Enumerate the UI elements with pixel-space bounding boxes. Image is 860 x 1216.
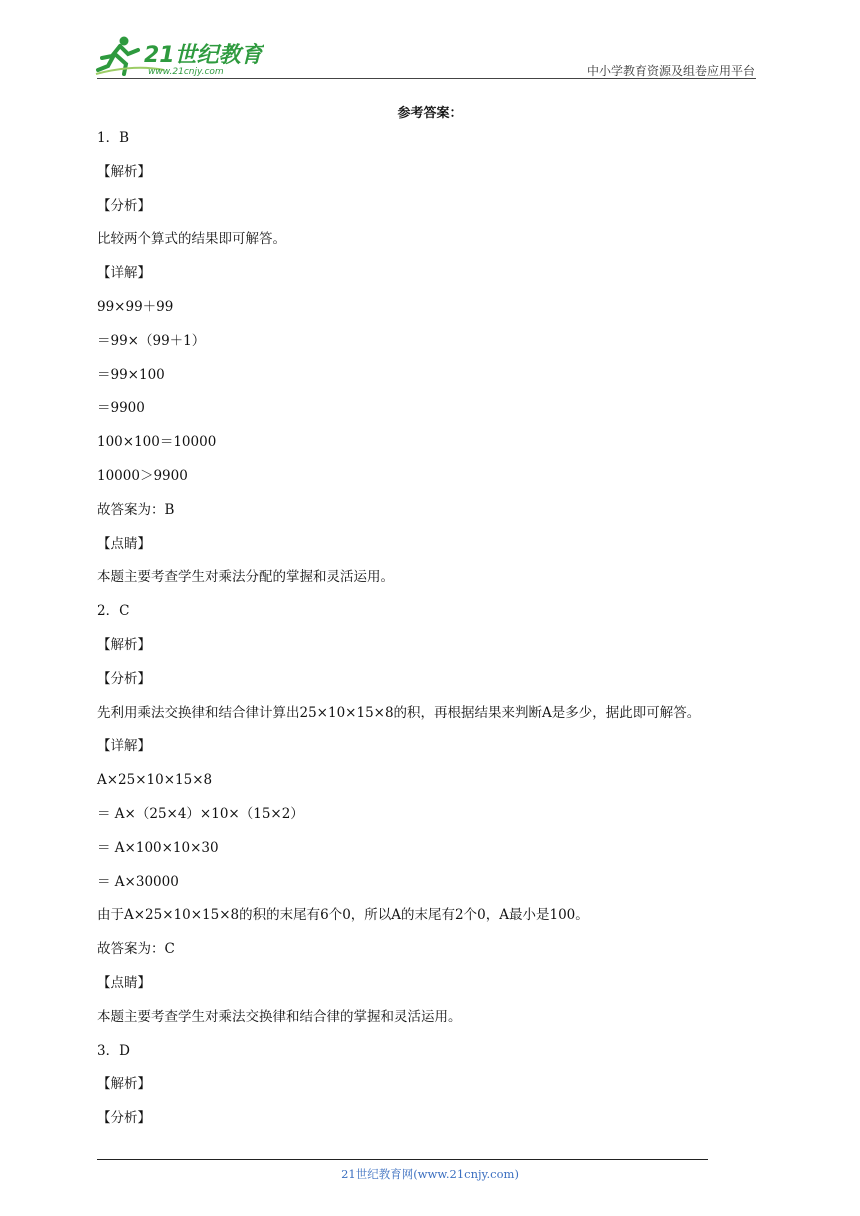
header-divider xyxy=(97,78,756,79)
text-line: 本题主要考查学生对乘法分配的掌握和灵活运用。 xyxy=(97,569,394,586)
logo-sub-text: www.21cnjy.com xyxy=(148,67,224,77)
text-line: 1．B xyxy=(97,130,130,146)
footer-divider xyxy=(97,1159,708,1160)
text-line: 【分析】 xyxy=(97,1110,151,1127)
text-line: 【点睛】 xyxy=(97,535,151,552)
text-line: ＝ A×30000 xyxy=(97,873,179,890)
logo-main-text: 21世纪教育 xyxy=(144,43,263,68)
text-line: 由于A×25×10×15×8的积的末尾有6个0，所以A的末尾有2个0，A最小是100。 xyxy=(97,907,589,924)
text-line: 10000＞9900 xyxy=(97,467,188,484)
text-line: 本题主要考查学生对乘法交换律和结合律的掌握和灵活运用。 xyxy=(97,1008,462,1025)
text-line: 2．C xyxy=(97,603,130,620)
text-line: 【详解】 xyxy=(97,265,151,282)
page-header xyxy=(0,0,860,80)
text-line: ＝ A×100×10×30 xyxy=(97,839,219,856)
text-line: 99×99＋99 xyxy=(97,298,174,315)
page-title: 参考答案： xyxy=(397,106,463,121)
platform-name: 中小学教育资源及组卷应用平台 xyxy=(586,64,755,78)
logo xyxy=(94,34,264,78)
text-line: 【分析】 xyxy=(97,670,151,687)
text-line: 先利用乘法交换律和结合律计算出25×10×15×8的积，再根据结果来判断A是多少，据此即可解答。 xyxy=(97,704,701,721)
text-line: ＝ A×（25×4）×10×（15×2） xyxy=(97,805,304,822)
answer-content xyxy=(97,130,777,1144)
text-line: 【点睛】 xyxy=(97,974,151,991)
text-line: 【详解】 xyxy=(97,738,151,755)
running-man-logo-icon xyxy=(94,34,264,78)
text-line: ＝99×（99＋1） xyxy=(97,332,206,349)
text-line: 故答案为：B xyxy=(97,501,175,518)
text-line: 3．D xyxy=(97,1042,130,1059)
text-line: ＝99×100 xyxy=(97,366,165,383)
text-line: 【解析】 xyxy=(97,1076,151,1093)
text-line: 故答案为：C xyxy=(97,941,175,958)
text-line: 100×100＝10000 xyxy=(97,434,217,451)
text-line: ＝9900 xyxy=(97,400,145,417)
text-line: 【解析】 xyxy=(97,636,151,653)
text-line: 【分析】 xyxy=(97,197,151,214)
footer-link[interactable]: 21世纪教育网(www.21cnjy.com) xyxy=(341,1167,519,1181)
text-line: 【解析】 xyxy=(97,163,151,180)
text-line: A×25×10×15×8 xyxy=(97,772,213,789)
text-line: 比较两个算式的结果即可解答。 xyxy=(97,231,286,248)
